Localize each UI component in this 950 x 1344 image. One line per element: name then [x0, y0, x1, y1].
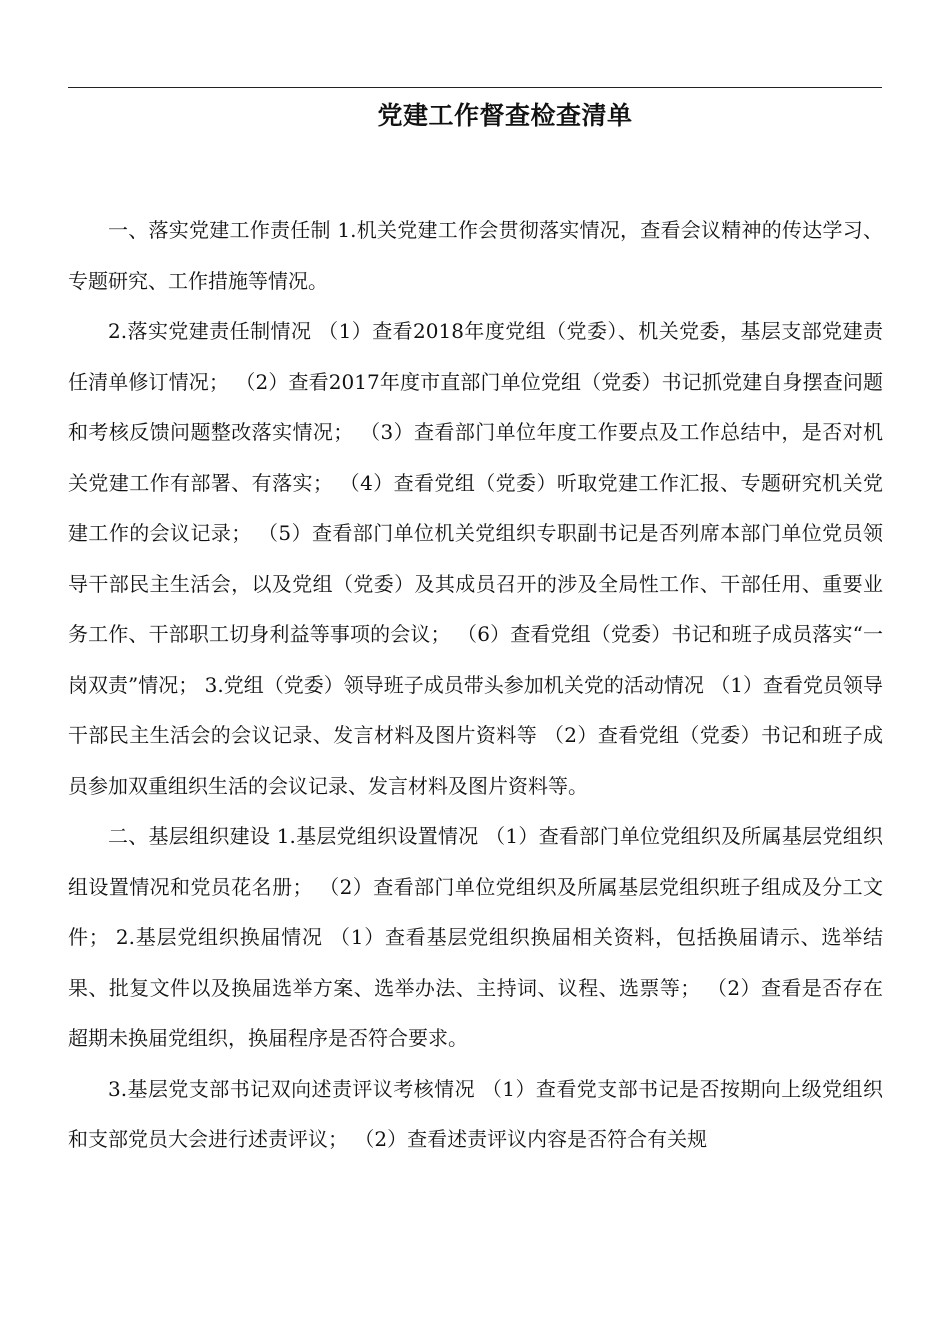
- paragraph-responsibility-details: 2.落实党建责任制情况 （1）查看2018年度党组（党委）、机关党委，基层支部党建责任清单修订情况； （2）查看2017年度市直部门单位党组（党委）书记抓党建自身摆查问题和考核反馈问题整改落实情况； （3）查看部门单位年度工作要点及工作总结中，是否对机关党建工作有部署、有落实； （4）查看党组（党委）听取党建工作汇报、专题研究机关党建工作的会议记录； （5）查看部门单位机关党组织专职副书记是否列席本部门单位党员领导干部民主生活会，以及党组（党委）及其成员召开的涉及全局性工作、干部任用、重要业务工作、干部职工切身利益等事项的会议； （6）查看党组（党委）书记和班子成员落实“一岗双责”情况； 3.党组（党委）领导班子成员带头参加机关党的活动情况 （1）查看党员领导干部民主生活会的会议记录、发言材料及图片资料等 （2）查看党组（党委）书记和班子成员参加双重组织生活的会议记录、发言材料及图片资料等。: [68, 319, 883, 798]
- paragraph-responsibility-system: 一、落实党建工作责任制 1.机关党建工作会贯彻落实情况，查看会议精神的传达学习、专题研究、工作措施等情况。: [68, 218, 883, 293]
- paragraph-grassroots-organization: 二、基层组织建设 1.基层党组织设置情况 （1）查看部门单位党组织及所属基层党组织组设置情况和党员花名册； （2）查看部门单位党组织及所属基层党组织班子组成及分工文件； 2.基层党组织换届情况 （1）查看基层党组织换届相关资料，包括换届请示、选举结果、批复文件以及换届选举方案、选举办法、主持词、议程、选票等； （2）查看是否存在超期未换届党组织，换届程序是否符合要求。: [68, 824, 883, 1050]
- header-rule: [68, 87, 882, 88]
- document-title: 党建工作督查检查清单: [377, 101, 633, 130]
- document-body: [68, 205, 883, 1165]
- paragraph-branch-secretary-review: 3.基层党支部书记双向述责评议考核情况 （1）查看党支部书记是否按期向上级党组织和支部党员大会进行述责评议； （2）查看述责评议内容是否符合有关规: [68, 1076, 883, 1151]
